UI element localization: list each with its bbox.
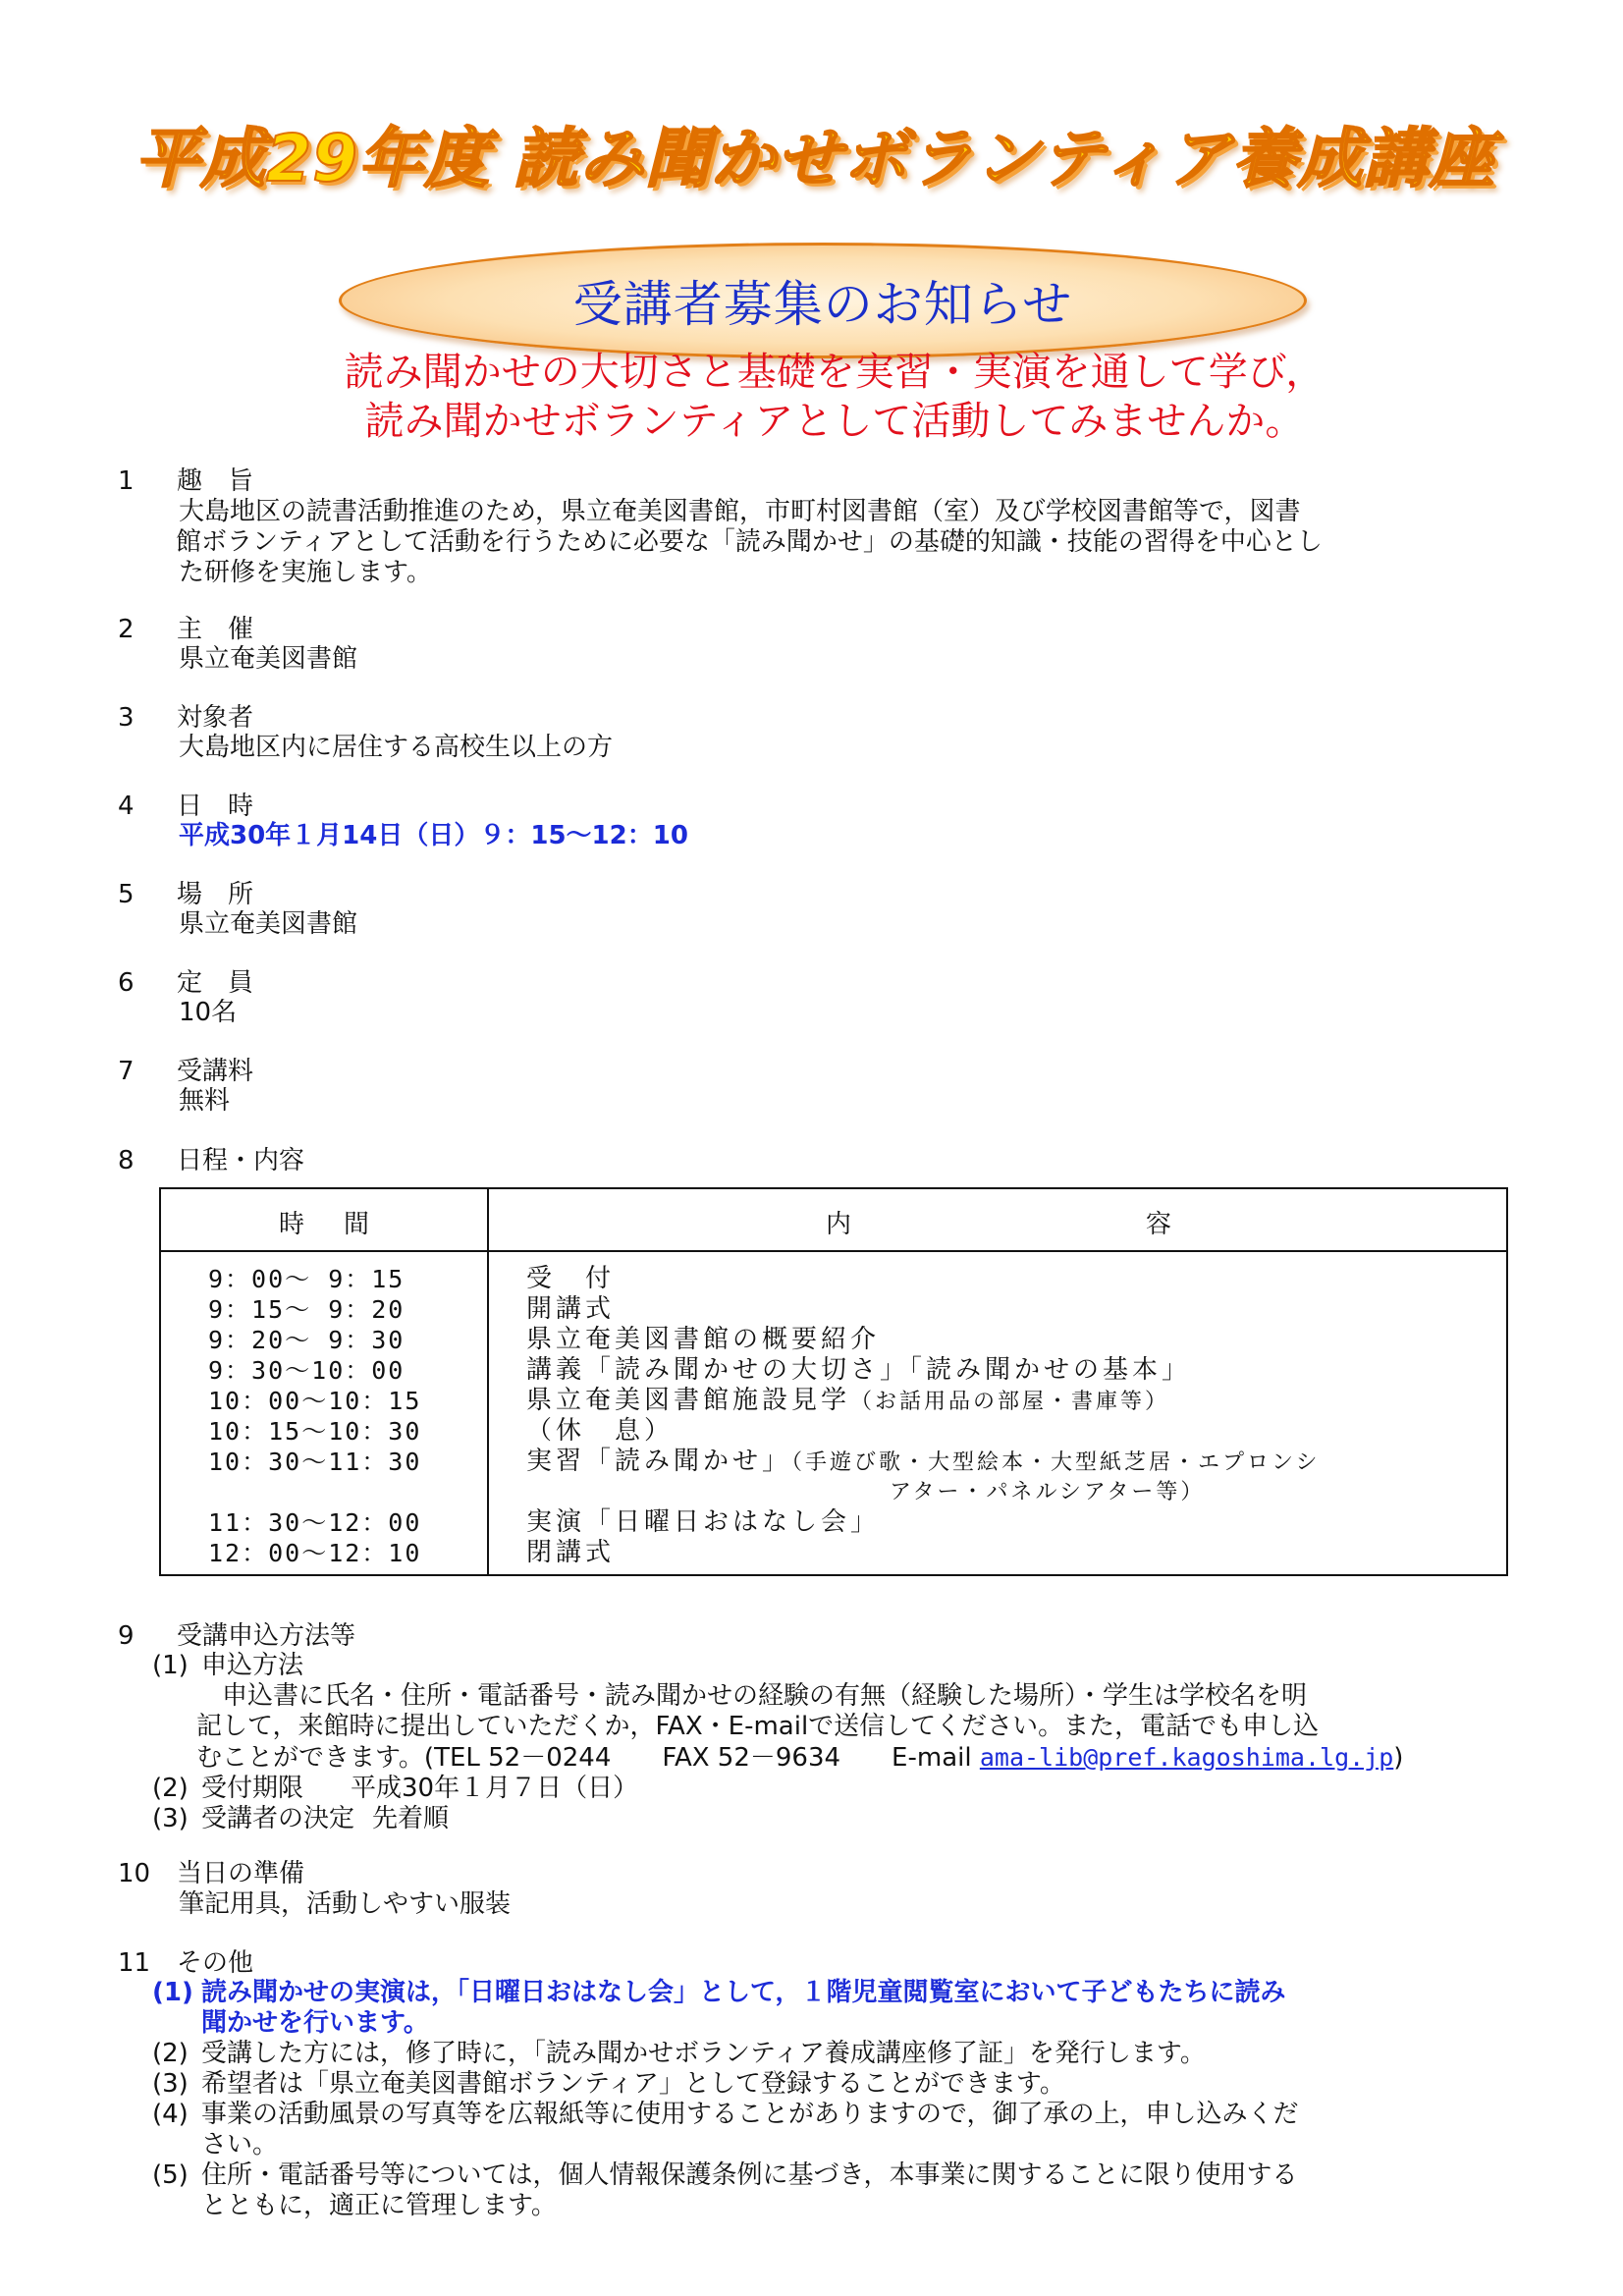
apply-selection — [152, 1804, 1522, 1834]
section-title: 受講申込方法等 — [177, 1621, 356, 1651]
section-4-heading — [118, 792, 253, 822]
row-time: 9：00〜 9：15 — [208, 1265, 406, 1293]
row-time: 9：15〜 9：20 — [208, 1295, 406, 1324]
row-content: 講義「読み聞かせの大切さ」「読み聞かせの基本」 — [526, 1355, 1192, 1385]
item-text — [201, 2039, 1206, 2069]
item-value: 先着順 — [372, 1804, 450, 1833]
section-number: 4 — [118, 792, 135, 821]
row-content-note: （手遊び歌・大型絵本・大型紙芝居・エプロンシ — [791, 1450, 1321, 1475]
row-content-main: 県立奄美図書館施設見学 — [526, 1386, 851, 1415]
section-title: 趣 旨 — [177, 466, 254, 496]
email-link[interactable]: ama-lib@pref.kagoshima.lg.jp — [979, 1743, 1394, 1772]
lead-line-1: 読み聞かせの大切さと基礎を実習・実演を通して学び， — [344, 350, 1325, 395]
table-row — [161, 1294, 1506, 1325]
item-text — [201, 2100, 1298, 2160]
body-line: とともに，適正に管理します。 — [201, 2191, 557, 2220]
section-8-heading — [118, 1146, 304, 1176]
item-number: (2) — [152, 1774, 189, 1803]
section-10-heading — [118, 1859, 304, 1889]
other-item — [152, 2160, 1522, 2221]
section-6-heading — [118, 968, 253, 999]
section-1-body — [176, 497, 1524, 588]
row-content: 開講式 — [526, 1294, 616, 1324]
row-content: 閉講式 — [526, 1538, 616, 1567]
section-7-body: 無料 — [179, 1086, 231, 1116]
body-line — [196, 1742, 1522, 1774]
apply-deadline — [152, 1774, 1522, 1804]
body-line: 大島地区の読書活動推進のため，県立奄美図書館，市町村図書館（室）及び学校図書館等で，図書 — [179, 497, 1301, 526]
section-number: 9 — [118, 1621, 135, 1651]
body-line: た研修を実施します。 — [179, 558, 432, 587]
lead-text — [196, 348, 1473, 446]
table-row — [161, 1538, 1506, 1568]
item-number: (5) — [152, 2160, 189, 2190]
section-7-heading — [118, 1057, 253, 1087]
section-number: 3 — [118, 703, 135, 733]
other-item — [152, 2039, 1522, 2069]
section-title: その他 — [177, 1948, 254, 1978]
section-2-heading — [118, 615, 253, 645]
row-content: 受 付 — [526, 1264, 616, 1293]
section-number: 11 — [118, 1948, 151, 1978]
other-item — [152, 2069, 1522, 2100]
body-line: 記して，来館時に提出していただくか，FAX・E-mailで送信してください。また，電話でも申し込 — [196, 1712, 1320, 1741]
section-title: 場 所 — [177, 880, 254, 909]
section-11-heading — [118, 1948, 253, 1979]
table-row — [161, 1416, 1506, 1447]
section-number: 10 — [118, 1859, 151, 1888]
body-line: さい。 — [201, 2130, 279, 2159]
table-row — [161, 1447, 1506, 1507]
section-number: 1 — [118, 466, 135, 496]
body-line: 聞かせを行います。 — [201, 2008, 429, 2038]
other-item — [152, 2100, 1522, 2160]
section-3-body: 大島地区内に居住する高校生以上の方 — [179, 733, 614, 762]
body-line: 読み聞かせの実演は，「日曜日おはなし会」として，１階児童閲覧室において子どもたちに読み — [201, 1978, 1286, 2007]
body-line: 館ボランティアとして活動を行うために必要な「読み聞かせ」の基礎的知識・技能の習得を中心とし — [176, 527, 1323, 557]
item-number: (3) — [152, 1804, 189, 1833]
column-header-time: 時間 — [278, 1210, 408, 1239]
banner-text: 受講者募集のお知らせ — [572, 276, 1073, 333]
section-title: 日 時 — [177, 792, 254, 821]
section-title: 主 催 — [177, 615, 254, 644]
item-number: (2) — [152, 2039, 189, 2068]
body-line: 希望者は「県立奄美図書館ボランティア」として登録することができます。 — [201, 2069, 1065, 2099]
item-number: (4) — [152, 2100, 189, 2129]
other-item — [152, 1978, 1522, 2039]
row-time: 12：00〜12：10 — [208, 1539, 422, 1567]
section-number: 8 — [118, 1146, 135, 1175]
section-number: 5 — [118, 880, 135, 909]
row-time: 9：20〜 9：30 — [208, 1326, 406, 1354]
table-row — [161, 1325, 1506, 1355]
item-text — [201, 2069, 1065, 2100]
body-line: 申込書に氏名・住所・電話番号・読み聞かせの経験の有無（経験した場所）・学生は学校名を明 — [222, 1681, 1308, 1711]
section-5-body: 県立奄美図書館 — [179, 909, 358, 939]
contact-close: ) — [1393, 1743, 1404, 1773]
row-content-note: （お話用品の部屋・書庫等） — [850, 1390, 1170, 1414]
page-title: 平成29年度 読み聞かせボランティア養成講座 — [135, 121, 1495, 196]
section-number: 7 — [118, 1057, 135, 1086]
row-content-main: 実習「読み聞かせ」 — [526, 1447, 792, 1476]
section-1-heading — [118, 466, 253, 497]
body-line: 事業の活動風景の写真等を広報紙等に使用することがありますので，御了承の上，申し込みくだ — [201, 2100, 1299, 2129]
apply-method — [152, 1651, 1522, 1681]
section-5-heading — [118, 880, 253, 910]
row-content — [526, 1447, 1320, 1478]
section-number: 6 — [118, 968, 135, 998]
item-text — [201, 2160, 1297, 2221]
section-11-body — [152, 1978, 1522, 2221]
item-value: 平成30年１月７日（日） — [351, 1774, 639, 1803]
item-text — [201, 1978, 1285, 2039]
body-line: 住所・電話番号等については，個人情報保護条例に基づき，本事業に関することに限り使用する — [201, 2160, 1298, 2190]
item-title: 申込方法 — [201, 1651, 304, 1680]
row-content: （休 息） — [526, 1416, 675, 1446]
section-title: 対象者 — [177, 703, 254, 733]
section-title: 日程・内容 — [177, 1146, 305, 1175]
item-number: (1) — [152, 1651, 189, 1680]
item-title: 受講者の決定 — [201, 1804, 355, 1833]
section-2-body: 県立奄美図書館 — [179, 644, 358, 674]
section-title: 当日の準備 — [177, 1859, 305, 1888]
section-9-heading — [118, 1621, 355, 1652]
row-time: 10：00〜10：15 — [208, 1387, 422, 1415]
lead-line-2: 読み聞かせボランティアとして活動してみませんか。 — [364, 399, 1305, 444]
row-content: 実演「日曜日おはなし会」 — [526, 1507, 881, 1537]
section-title: 受講料 — [177, 1057, 254, 1086]
row-time: 10：30〜11：30 — [208, 1448, 422, 1476]
section-3-heading — [118, 703, 253, 734]
apply-method-body — [152, 1681, 1522, 1774]
schedule-table — [159, 1187, 1508, 1576]
announcement-banner — [339, 243, 1307, 358]
table-row — [161, 1355, 1506, 1386]
item-number: (1) — [152, 1978, 193, 2007]
body-line: 受講した方には，修了時に，「読み聞かせボランティア養成講座修了証」を発行します。 — [201, 2039, 1206, 2068]
row-content-note-continued: アター・パネルシアター等） — [890, 1480, 1206, 1504]
table-row — [161, 1264, 1506, 1294]
item-number: (3) — [152, 2069, 189, 2099]
section-10-body: 筆記用具，活動しやすい服装 — [179, 1889, 512, 1919]
table-body — [161, 1264, 1506, 1568]
column-header-content: 内容 — [825, 1210, 1466, 1239]
row-content: 県立奄美図書館の概要紹介 — [526, 1325, 881, 1354]
row-time: 9：30〜10：00 — [208, 1356, 406, 1385]
table-row — [161, 1386, 1506, 1416]
contact-text: むことができます。(TEL 52－0244 FAX 52－9634 E-mail — [196, 1743, 980, 1773]
item-title: 受付期限 — [201, 1774, 304, 1803]
table-row — [161, 1507, 1506, 1538]
row-time: 10：15〜10：30 — [208, 1417, 422, 1446]
section-number: 2 — [118, 615, 135, 644]
row-time: 11：30〜12：00 — [208, 1508, 422, 1537]
section-9-body — [152, 1651, 1522, 1834]
section-title: 定 員 — [177, 968, 254, 998]
section-4-body: 平成30年１月14日（日）９：15〜12：10 — [179, 821, 688, 850]
row-content — [526, 1386, 1169, 1417]
section-6-body: 10名 — [179, 998, 238, 1027]
